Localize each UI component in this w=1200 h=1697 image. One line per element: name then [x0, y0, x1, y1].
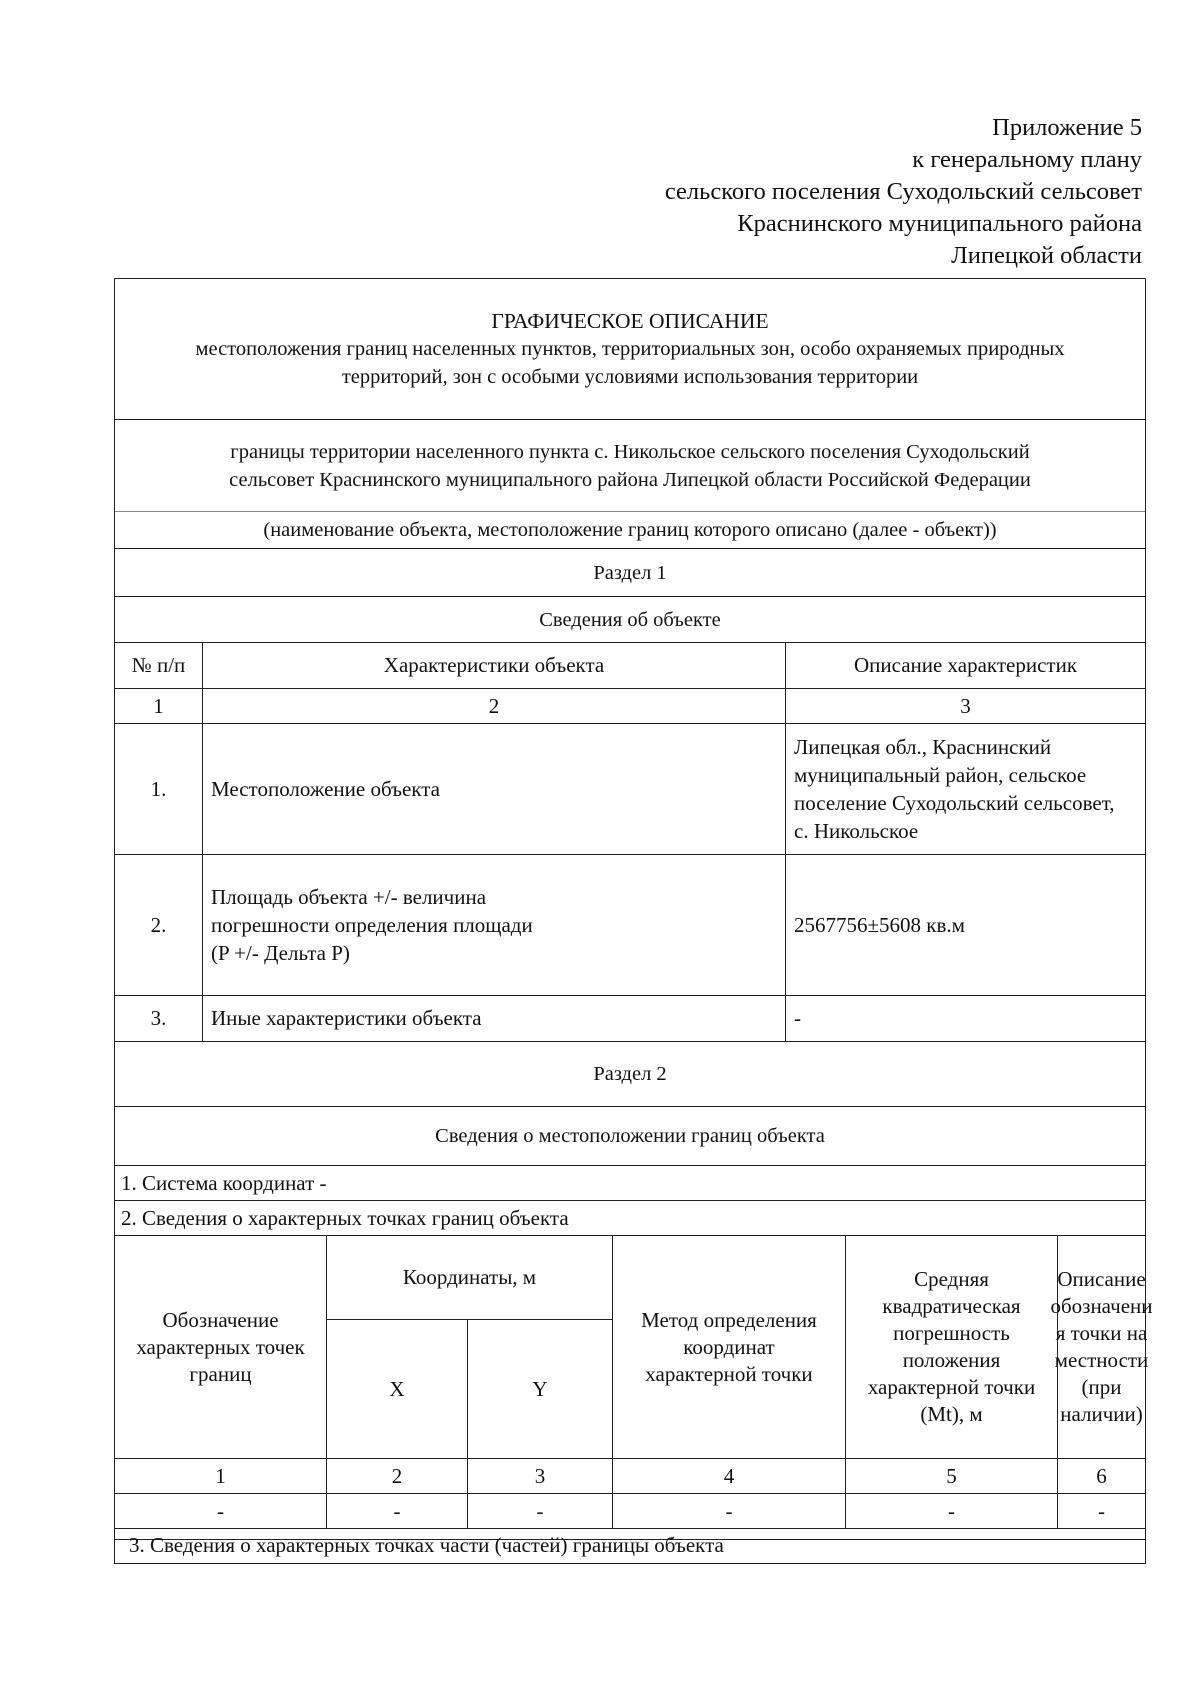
header-text-line: (Mt), м — [920, 1402, 983, 1426]
section2-title — [115, 1042, 1145, 1107]
section1-header-row — [115, 643, 1145, 689]
row-number: 3. — [150, 1006, 167, 1030]
header-text-line: погрешность — [893, 1321, 1010, 1345]
boundary-parts-title: 3. Сведения о характерных точках части (частей) границы объекта — [114, 1528, 1146, 1564]
header-text-line: Описание — [1057, 1267, 1146, 1291]
cell-empty: - — [1057, 1494, 1145, 1528]
boundary-points-title-row — [115, 1201, 1145, 1236]
cell-empty: - — [467, 1494, 612, 1528]
col-number: 1 — [153, 693, 164, 718]
table-row — [115, 996, 1145, 1042]
section2-subtitle — [115, 1107, 1145, 1166]
header-coordinates: Координаты, м — [326, 1236, 612, 1320]
section1-numbering-row — [115, 689, 1145, 724]
header-text-line: характерных точек — [136, 1334, 305, 1359]
row-description — [785, 996, 1145, 1041]
characteristic-text: Местоположение объекта — [211, 776, 441, 801]
object-name-line: границы территории населенного пункта с. Никольское сельского поселения Суходольский — [230, 440, 1030, 463]
header-line: к генеральному плану — [912, 146, 1142, 173]
object-name-line: сельсовет Краснинского муниципального района Липецкой области Российской Федерации — [229, 468, 1031, 491]
characteristic-line: (P +/- Дельта P) — [211, 941, 350, 965]
header-point-description — [1050, 1236, 1153, 1458]
col-number: 3 — [785, 689, 1145, 723]
header-text-line: положения — [902, 1348, 1001, 1372]
header-text-line: Метод определения — [641, 1307, 817, 1332]
section1-subtitle — [115, 597, 1145, 643]
section1-title — [115, 549, 1145, 597]
description-text: 2567756±5608 кв.м — [794, 912, 965, 937]
cell-empty: - — [217, 1498, 224, 1523]
description-line: муниципальный район, сельское — [794, 763, 1087, 787]
characteristic-text: Иные характеристики объекта — [211, 1006, 482, 1030]
description-form — [114, 278, 1153, 1540]
appendix-header — [665, 112, 1142, 272]
col-number: 2 — [202, 689, 785, 723]
header-text-line: координат — [683, 1334, 775, 1359]
header-line: Липецкой области — [951, 242, 1142, 269]
row-number: 1. — [150, 776, 167, 801]
row-characteristic — [202, 855, 785, 995]
boundary-points-header — [115, 1236, 1153, 1459]
description-text: - — [794, 1006, 801, 1030]
header-text-line: квадратическая — [882, 1294, 1021, 1318]
header-text-line: наличии) — [1060, 1402, 1143, 1426]
header-text-line: обозначени — [1050, 1294, 1153, 1318]
header-text-line: Обозначение — [162, 1307, 279, 1332]
header-method — [612, 1236, 845, 1458]
table-row — [115, 724, 1145, 855]
header-text-line: границ — [189, 1361, 252, 1386]
row-characteristic — [202, 996, 785, 1041]
table-row — [115, 855, 1145, 996]
row-number: 2. — [150, 912, 167, 937]
header-line: Приложение 5 — [992, 114, 1142, 141]
header-description: Описание характеристик — [785, 643, 1145, 688]
cell-empty: - — [326, 1494, 467, 1528]
section2-subtitle-text: Сведения о местоположении границ объекта — [435, 1125, 825, 1147]
header-number: № п/п — [131, 653, 186, 677]
header-text-line: (при — [1081, 1375, 1122, 1399]
col-number: 3 — [467, 1459, 612, 1493]
boundary-points-numbering-row — [115, 1459, 1145, 1494]
caption-text: (наименование объекта, местоположение границ которого описано (далее - объект)) — [263, 519, 997, 541]
object-name-block — [115, 420, 1145, 512]
section1-subtitle-text: Сведения об объекте — [539, 608, 721, 631]
description-line: поселение Суходольский сельсовет, — [794, 791, 1115, 815]
header-text-line: характерной точки — [867, 1375, 1036, 1399]
coordinate-system-row — [115, 1166, 1145, 1201]
description-line: с. Никольское — [794, 819, 919, 843]
form-title: ГРАФИЧЕСКОЕ ОПИСАНИЕ — [491, 309, 769, 333]
form-title-block — [115, 279, 1145, 420]
coordinate-system-text: 1. Система координат - — [121, 1170, 327, 1195]
header-line: Краснинского муниципального района — [737, 210, 1142, 237]
object-name-caption — [115, 512, 1145, 549]
header-text-line: местности — [1054, 1348, 1149, 1372]
description-line: Липецкая обл., Краснинский — [794, 735, 1052, 759]
section2-title-text: Раздел 2 — [593, 1063, 667, 1085]
boundary-points-title: 2. Сведения о характерных точках границ объекта — [121, 1205, 569, 1230]
section1-title-text: Раздел 1 — [593, 561, 667, 584]
row-description — [785, 855, 1145, 995]
header-line: сельского поселения Суходольский сельсовет — [664, 178, 1142, 205]
form-title-line: местоположения границ населенных пунктов, территориальных зон, особо охраняемых природных — [195, 338, 1065, 360]
header-error — [845, 1236, 1057, 1458]
row-characteristic — [202, 724, 785, 854]
header-text-line: я точки на — [1055, 1321, 1148, 1345]
col-number: 1 — [215, 1463, 226, 1488]
col-number: 6 — [1057, 1459, 1145, 1493]
characteristic-line: погрешности определения площади — [211, 913, 533, 937]
cell-empty: - — [845, 1494, 1057, 1528]
table-row — [115, 1494, 1145, 1529]
header-y: Y — [467, 1320, 612, 1459]
characteristic-line: Площадь объекта +/- величина — [211, 885, 487, 909]
header-text-line: Средняя — [914, 1267, 989, 1291]
row-description — [785, 724, 1145, 854]
col-number: 4 — [612, 1459, 845, 1493]
col-number: 2 — [326, 1459, 467, 1493]
header-text-line: характерной точки — [645, 1361, 813, 1386]
cell-empty: - — [612, 1494, 845, 1528]
header-designation — [115, 1236, 326, 1458]
form-title-line: территорий, зон с особыми условиями использования территории — [341, 366, 919, 388]
header-x: X — [326, 1320, 467, 1459]
header-characteristics: Характеристики объекта — [202, 643, 785, 688]
col-number: 5 — [845, 1459, 1057, 1493]
